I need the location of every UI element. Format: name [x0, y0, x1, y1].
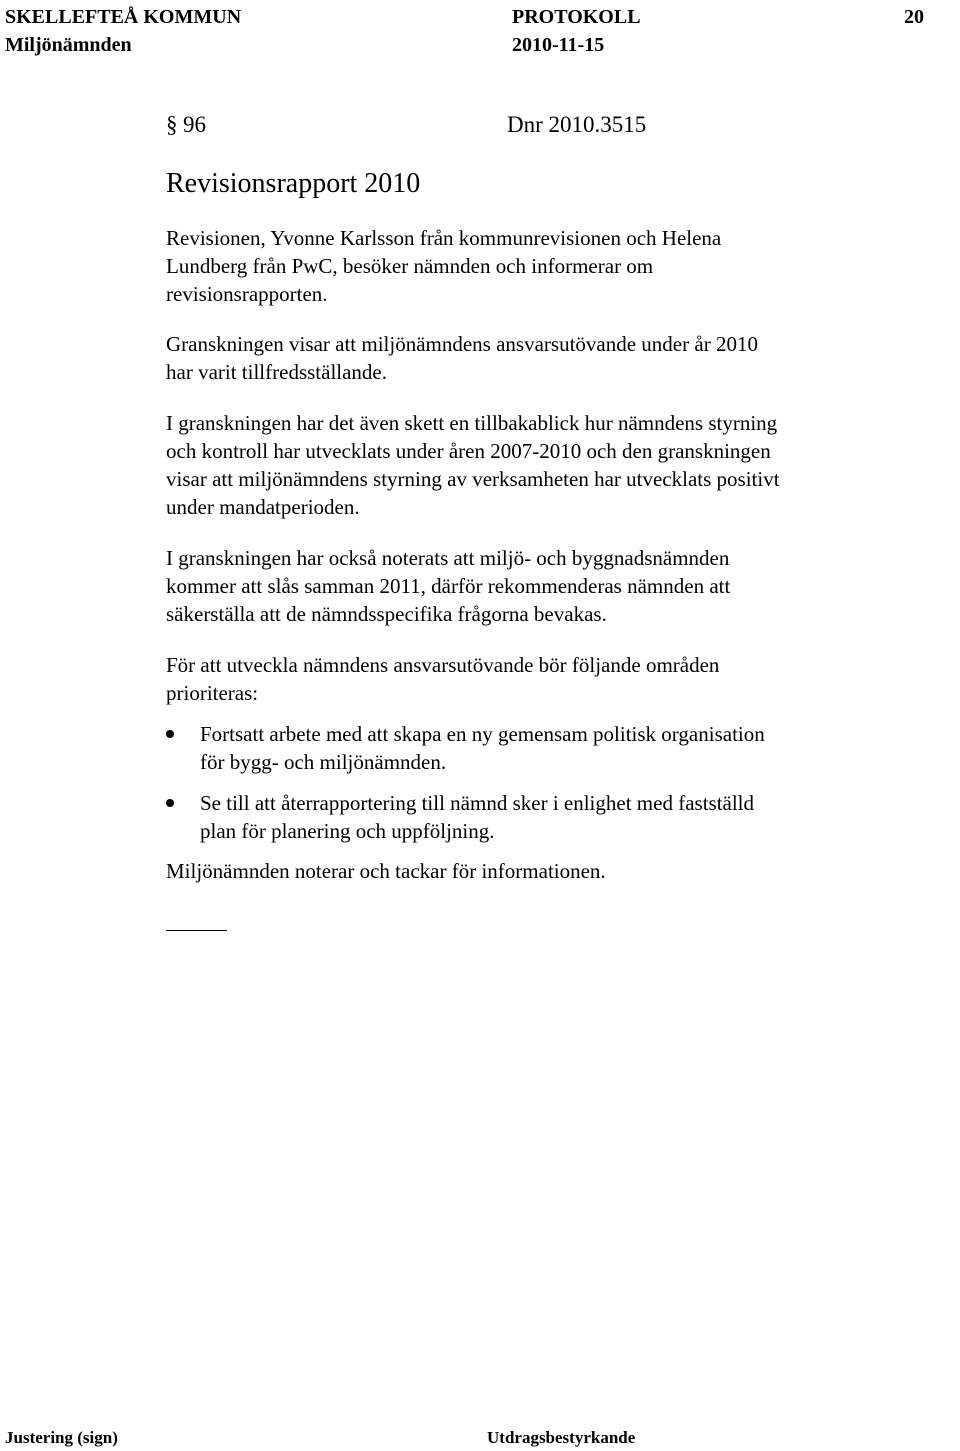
- paragraph-line: prioriteras:: [166, 681, 259, 705]
- certificate-label: Utdragsbestyrkande: [487, 1428, 636, 1447]
- paragraph-line: visar att miljönämndens styrning av verksamheten har utvecklats positivt: [166, 467, 780, 491]
- paragraph-line: och kontroll har utvecklats under åren 2007-2010 och den granskningen: [166, 439, 771, 463]
- paragraph-revision-visit: [166, 224, 896, 308]
- page-number: 20: [904, 6, 924, 28]
- bullet-icon: [166, 730, 174, 738]
- meeting-date: 2010-11-15: [512, 34, 605, 56]
- bullet-text: [200, 789, 900, 845]
- paragraph-line: revisionsrapporten.: [166, 282, 328, 306]
- paragraph-line: kommer att slås samman 2011, därför rekommenderas nämnden att: [166, 574, 731, 598]
- end-rule-divider: [166, 930, 227, 931]
- page-title: Revisionsrapport 2010: [166, 168, 421, 199]
- paragraph-merger-note: [166, 544, 896, 628]
- paragraph-review-result: [166, 330, 896, 386]
- document-type: PROTOKOLL: [512, 6, 641, 28]
- paragraph-line: I granskningen har också noterats att miljö- och byggnadsnämnden: [166, 546, 730, 570]
- section-symbol: §: [166, 112, 178, 137]
- bullet-line: plan för planering och uppföljning.: [200, 819, 495, 843]
- paragraph-line: har varit tillfredsställande.: [166, 360, 388, 384]
- bullet-line: för bygg- och miljönämnden.: [200, 750, 447, 774]
- paragraph-line: I granskningen har det även skett en tillbakablick hur nämndens styrning: [166, 411, 778, 435]
- bullet-icon: [166, 799, 174, 807]
- bullet-line: Fortsatt arbete med att skapa en ny gemensam politisk organisation: [200, 722, 765, 746]
- paragraph-line: Revisionen, Yvonne Karlsson från kommunrevisionen och Helena: [166, 226, 722, 250]
- signature-label: Justering (sign): [5, 1428, 118, 1447]
- closing-statement: [166, 857, 896, 885]
- paragraph-line: Granskningen visar att miljönämndens ansvarsutövande under år 2010: [166, 332, 758, 356]
- paragraph-line: Miljönämnden noterar och tackar för informationen.: [166, 859, 606, 883]
- section-number: 96: [183, 112, 206, 137]
- diary-number: Dnr 2010.3515: [507, 112, 647, 137]
- paragraph-priorities-intro: [166, 651, 896, 707]
- paragraph-line: säkerställa att de nämndsspecifika frågorna bevakas.: [166, 602, 607, 626]
- bullet-line: Se till att återrapportering till nämnd sker i enlighet med fastställd: [200, 791, 755, 815]
- bullet-text: [200, 720, 900, 776]
- board-name: Miljönämnden: [5, 34, 132, 56]
- paragraph-retrospective: [166, 409, 896, 521]
- paragraph-line: under mandatperioden.: [166, 495, 360, 519]
- organization-name: SKELLEFTEÅ KOMMUN: [5, 6, 242, 28]
- paragraph-line: För att utveckla nämndens ansvarsutövande bör följande områden: [166, 653, 720, 677]
- paragraph-line: Lundberg från PwC, besöker nämnden och informerar om: [166, 254, 654, 278]
